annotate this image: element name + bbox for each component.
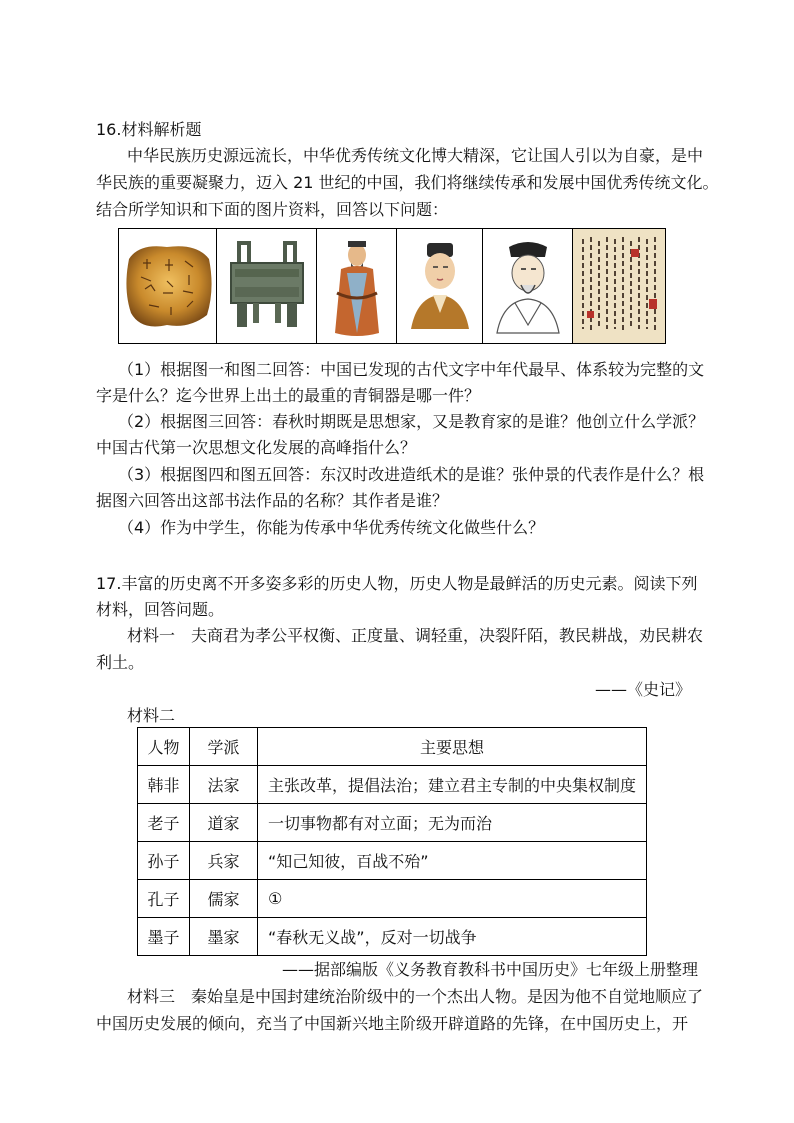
table-cell-person: 孙子: [138, 842, 190, 880]
q17-intro-line: 17.丰富的历史离不开多姿多彩的历史人物，历史人物是最鲜活的历史元素。阅读下列: [96, 574, 698, 593]
q17-table-source: ——据部编版《义务教育教科书中国历史》七年级上册整理: [282, 960, 699, 979]
table-header-idea: 主要思想: [258, 728, 647, 766]
q16-intro-line: 结合所学知识和下面的图片资料，回答以下问题：: [96, 200, 449, 219]
q16-intro-line: 华民族的重要凝聚力，迈入 21 世纪的中国，我们将继续传承和发展中国优秀传统文化。: [96, 173, 719, 192]
q16-question-line: （1）根据图一和图二回答：中国已发现的古代文字中年代最早、体系较为完整的文: [118, 360, 705, 379]
q17-material1-source: ——《史记》: [595, 680, 692, 699]
table-cell-person: 韩非: [138, 766, 190, 804]
calligraphy-image: [573, 229, 665, 343]
q16-image-strip: [118, 228, 666, 344]
q17-material1-line: 材料一 夫商君为孝公平权衡、正度量、调轻重，决裂阡陌，教民耕战，劝民耕农: [127, 626, 704, 645]
table-header-school: 学派: [190, 728, 258, 766]
q16-question-line: （3）根据图四和图五回答：东汉时改进造纸术的是谁？张仲景的代表作是什么？根: [118, 465, 705, 484]
q16-question-line: 据图六回答出这部书法作品的名称？其作者是谁？: [96, 491, 449, 510]
cai-lun-image: [397, 229, 483, 343]
thinkers-table: [137, 727, 647, 956]
q17-material3-line: 中国历史发展的倾向，充当了中国新兴地主阶级开辟道路的先锋，在中国历史上，开: [96, 1014, 689, 1033]
oracle-bone-image: [119, 229, 217, 343]
bronze-ding-image: [217, 229, 317, 343]
q16-question-line: （2）根据图三回答：春秋时期既是思想家，又是教育家的是谁？他创立什么学派？: [118, 412, 705, 431]
confucius-image: [317, 229, 397, 343]
table-cell-person: 孔子: [138, 880, 190, 918]
table-cell-school: 儒家: [190, 880, 258, 918]
q16-question-line: 字是什么？迄今世界上出土的最重的青铜器是哪一件？: [96, 386, 481, 405]
table-row: [138, 766, 647, 804]
q17-material2-label: 材料二: [127, 706, 176, 725]
q16-question-line: 中国古代第一次思想文化发展的高峰指什么？: [96, 438, 417, 457]
q17-intro-line: 材料，回答问题。: [96, 600, 225, 619]
table-header-row: [138, 728, 647, 766]
table-cell-school: 法家: [190, 766, 258, 804]
q16-question-line: （4）作为中学生，你能为传承中华优秀传统文化做些什么？: [118, 518, 545, 537]
table-cell-school: 道家: [190, 804, 258, 842]
q16-intro-line: 中华民族历史源远流长，中华优秀传统文化博大精深，它让国人引以为自豪，是中: [127, 146, 704, 165]
table-cell-idea: 一切事物都有对立面；无为而治: [258, 804, 647, 842]
table-row: [138, 842, 647, 880]
table-cell-idea: “春秋无义战”，反对一切战争: [258, 918, 647, 956]
table-row: [138, 804, 647, 842]
table-header-person: 人物: [138, 728, 190, 766]
table-cell-idea: ①: [258, 880, 647, 918]
q17-material1-line: 利土。: [96, 653, 145, 672]
table-cell-idea: “知己知彼，百战不殆”: [258, 842, 647, 880]
table-cell-person: 老子: [138, 804, 190, 842]
table-cell-school: 墨家: [190, 918, 258, 956]
q16-title: 16.材料解析题: [96, 120, 202, 139]
table-cell-school: 兵家: [190, 842, 258, 880]
table-row: [138, 918, 647, 956]
table-cell-idea: 主张改革，提倡法治；建立君主专制的中央集权制度: [258, 766, 647, 804]
q17-material3-line: 材料三 秦始皇是中国封建统治阶级中的一个杰出人物。是因为他不自觉地顺应了: [127, 987, 704, 1006]
table-cell-person: 墨子: [138, 918, 190, 956]
table-row: [138, 880, 647, 918]
zhang-zhongjing-image: [483, 229, 573, 343]
